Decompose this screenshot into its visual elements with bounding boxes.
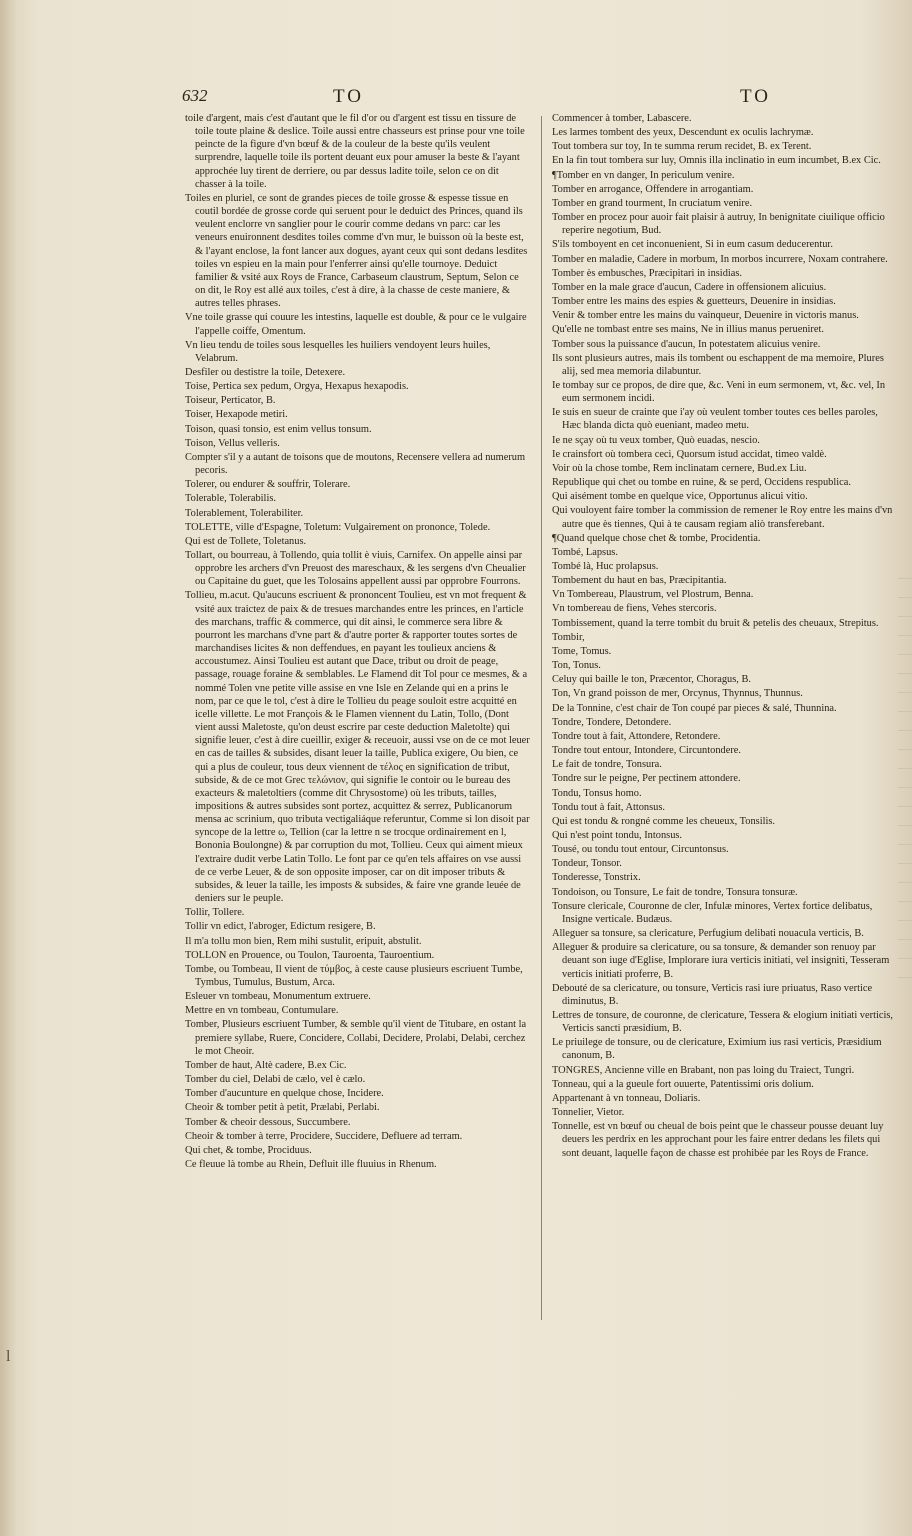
dictionary-entry: Tomber & cheoir dessous, Succumbere. — [185, 1116, 351, 1128]
dictionary-entry: Ie ne sçay où tu veux tomber, Quò euadas, nescio. — [552, 434, 760, 446]
dictionary-entry: Tondu tout à fait, Attonsus. — [552, 801, 665, 813]
dictionary-entry: Compter s'il y a autant de toisons que de moutons, Recensere vellera ad numerum pecoris. — [185, 451, 526, 477]
edge-tab — [898, 636, 912, 655]
dictionary-entry: Vn tombereau de fiens, Vehes stercoris. — [552, 603, 717, 615]
dictionary-entry: Tout tombera sur toy, In te summa rerum recidet, B. ex Terent. — [552, 141, 812, 153]
dictionary-entry: Cheoir & tomber petit à petit, Prælabi, Perlabi. — [185, 1102, 380, 1114]
dictionary-entry: Appartenant à vn tonneau, Doliaris. — [552, 1092, 701, 1104]
dictionary-entry: Tondu, Tonsus homo. — [552, 787, 642, 799]
dictionary-entry: Ton, Vn grand poisson de mer, Orcynus, Thynnus, Thunnus. — [552, 688, 803, 700]
dictionary-entry: Tonsure clericale, Couronne de cler, Infulæ minores, Vertex fortice delibatus, Insigne verticale. Budæus. — [552, 900, 873, 925]
dictionary-entry: Toiseur, Perticator, B. — [185, 395, 276, 407]
dictionary-entry: Tollir, Tollere. — [185, 907, 245, 919]
dictionary-entry: Tondre sur le peigne, Per pectinem attondere. — [552, 773, 741, 785]
dictionary-entry: Tondre, Tondere, Detondere. — [552, 716, 672, 728]
dictionary-entry: TONGRES, Ancienne ville en Brabant, non pas loing du Traiect, Tungri. — [552, 1064, 855, 1076]
edge-tab — [898, 674, 912, 693]
edge-tab — [898, 921, 912, 940]
dictionary-entry: Tomber en arrogance, Offendere in arrogantiam. — [552, 183, 754, 195]
column-divider — [541, 116, 542, 1320]
dictionary-entry: Alleguer & produire sa clericature, ou sa tonsure, & demander son renuoy par deuant son iuge d'Eglise, Implorare iura verticis initiati, vel insigniti, Tesseram verticis initiati proferre, B. — [552, 942, 890, 980]
page-edge-tabs — [898, 560, 912, 980]
dictionary-entry: Tonderesse, Tonstrix. — [552, 872, 641, 884]
dictionary-entry: Tombissement, quand la terre tombit du bruit & petelis des cheuaux, Strepitus. — [552, 617, 879, 629]
dictionary-entry: Venir & tomber entre les mains du vainqueur, Deuenire in victoris manus. — [552, 310, 859, 322]
dictionary-entry: Vne toile grasse qui couure les intestins, laquelle est double, & pour ce le vulgaire l'appelle coiffe, Omentum. — [185, 312, 527, 337]
dictionary-entry: Republique qui chet ou tombe en ruine, & se perd, Occidens respublica. — [552, 477, 851, 489]
dictionary-entry: Tombé là, Huc prolapsus. — [552, 561, 659, 572]
dictionary-entry: Qui aisément tombe en quelque vice, Opportunus alicui vitio. — [552, 491, 808, 503]
dictionary-entry: Alleguer sa tonsure, sa clericature, Perfugium delibati nouacula verticis, B. — [552, 928, 864, 940]
margin-mark: l — [6, 1348, 11, 1365]
edge-tab — [898, 712, 912, 731]
dictionary-entry: Celuy qui baille le ton, Præcentor, Choragus, B. — [552, 674, 751, 686]
dictionary-entry: Lettres de tonsure, de couronne, de clericature, Tessera & elogium initiati verticis, Verticis sancti præsidium, B. — [552, 1010, 893, 1035]
dictionary-entry: Mettre en vn tombeau, Contumulare. — [185, 1005, 339, 1017]
dictionary-entry: ¶Tomber en vn danger, In periculum venire. — [552, 169, 735, 181]
dictionary-entry: Tondre tout entour, Intondere, Circuntondere. — [552, 745, 742, 757]
edge-tab — [898, 617, 912, 636]
dictionary-entry: toile d'argent, mais c'est d'autant que le fil d'or ou d'argent est tissu en tissure de toile toute plaine & deslice. Toile aussi entre chasseurs est prinse pour vne toile peincte de la figure d'vn bœuf & de la couleur de la beste qu'ils veulent surprendre, laquelle toile ils portent deuant eux pour amuser la beste & l'ayant approchée luy tirent de derriere, ou par dessus ladite toile, selon ce on dit chasser à la toile. — [185, 113, 525, 190]
dictionary-entry: Voir où la chose tombe, Rem inclinatam cernere, Bud.ex Liu. — [552, 462, 807, 474]
dictionary-entry: Toiles en pluriel, ce sont de grandes pieces de toile grosse & espesse tissue en coutil bordée de grosse corde qui seruent pour le deduict des Princes, quand ils veulent enclorre vn sanglier pour le courir comme dedans vn parc: car les veneurs enuironnent desdites toiles comme d'vn mur, le buisson où la beste est, & l'ayant enclose, la font lancer aux dogues, ayant ceux qui sont dedans lesdites toiles vn espieu en la main pour l'enferrer ainsi qu'elle tournoye. Deduict familier & vsité aux Roys de France, Carbaseum claustrum, Septum, Selon ce on dit, le Roy est allé aux toiles, c'est à dire, à la chasse de ceste maniere, & autres telles phrases. — [185, 192, 528, 310]
edge-tab — [898, 731, 912, 750]
edge-tab — [898, 788, 912, 807]
left-running-head: TO — [333, 86, 364, 107]
dictionary-entry: Tomber d'aucunture en quelque chose, Incidere. — [185, 1088, 384, 1100]
dictionary-entry: Tolerer, ou endurer & souffrir, Tolerare. — [185, 479, 351, 491]
edge-tab — [898, 940, 912, 959]
dictionary-entry: Tonnelier, Vietor. — [552, 1107, 625, 1119]
dictionary-entry: Toison, quasi tonsio, est enim vellus tonsum. — [185, 423, 372, 435]
dictionary-entry: Tombe, ou Tombeau, Il vient de τύμβος, à ceste cause plusieurs escriuent Tumbe, Tymbus, Tumulus, Bustum, Arca. — [185, 963, 523, 988]
dictionary-entry: Ils sont plusieurs autres, mais ils tombent ou eschappent de ma memoire, Plures alij, sed mea memoria dilabuntur. — [552, 352, 884, 377]
edge-tab — [898, 655, 912, 674]
dictionary-entry: Tomber en maladie, Cadere in morbum, In morbos incurrere, Noxam contrahere. — [552, 253, 888, 265]
dictionary-entry: Cheoir & tomber à terre, Procidere, Succidere, Defluere ad terram. — [185, 1130, 463, 1142]
dictionary-entry: Tollart, ou bourreau, à Tollendo, quia tollit è viuis, Carnifex. On appelle ainsi par opprobre les archers d'vn Preuost des mareschaux, & les sergens d'vn Cheualier ou Capitaine du guet, que les Tolosains appellent aussi par opprobre Fourrons. — [185, 550, 526, 588]
dictionary-entry: Tombir, — [552, 631, 585, 643]
dictionary-entry: Tousé, ou tondu tout entour, Circuntonsus. — [552, 844, 729, 856]
dictionary-entry: Esleuer vn tombeau, Monumentum extruere. — [185, 991, 371, 1003]
dictionary-entry: De la Tonnine, c'est chair de Ton coupé par pieces & salé, Thunnina. — [552, 702, 837, 714]
edge-tab — [898, 959, 912, 978]
edge-tab — [898, 750, 912, 769]
dictionary-entry: Qui est de Tollete, Toletanus. — [185, 535, 307, 547]
dictionary-entry: Toise, Pertica sex pedum, Orgya, Hexapus hexapodis. — [185, 381, 409, 393]
dictionary-entry: Ce fleuue là tombe au Rhein, Defluit ille fluuius in Rhenum. — [185, 1159, 437, 1171]
running-header — [0, 86, 912, 110]
right-column — [552, 111, 898, 1160]
dictionary-entry: TOLETTE, ville d'Espagne, Toletum: Vulgairement on prononce, Tolede. — [185, 521, 491, 533]
dictionary-entry: Tondre tout à fait, Attondere, Retondere. — [552, 730, 721, 742]
edge-tab — [898, 693, 912, 712]
dictionary-entry: Vn lieu tendu de toiles sous lesquelles les huiliers vendoyent leurs huiles, Velabrum. — [185, 339, 491, 364]
dictionary-entry: Tomber en la male grace d'aucun, Cadere in offensionem alicuius. — [552, 281, 827, 293]
dictionary-entry: Qu'elle ne tombast entre ses mains, Ne in illius manus perueniret. — [552, 324, 824, 336]
dictionary-entry: Tomber sous la puissance d'aucun, In potestatem alicuius venire. — [552, 338, 821, 350]
dictionary-entry: Tonneau, qui a la gueule fort ouuerte, Patentissimi oris dolium. — [552, 1078, 814, 1090]
dictionary-entry: Il m'a tollu mon bien, Rem mihi sustulit, eripuit, abstulit. — [185, 935, 422, 947]
dictionary-entry: Toison, Vellus velleris. — [185, 437, 280, 449]
dictionary-entry: Desfiler ou destistre la toile, Detexere. — [185, 366, 346, 378]
dictionary-entry: Tomber, Plusieurs escriuent Tumber, & semble qu'il vient de Titubare, en ostant la premiere syllabe, Ruere, Concidere, Collabi, Decidere, Prolabi, Delabi, cerchez le mot Cheoir. — [185, 1019, 527, 1057]
dictionary-entry: Tomber en procez pour auoir fait plaisir à autruy, In benignitate ciuilique officio reperire negotium, Bud. — [552, 212, 885, 237]
edge-tab — [898, 579, 912, 598]
dictionary-entry: S'ils tomboyent en cet inconuenient, Si in eum casum deducerentur. — [552, 239, 833, 251]
dictionary-entry: Le fait de tondre, Tonsura. — [552, 759, 662, 771]
dictionary-entry: Tomber ès embusches, Præcipitari in insidias. — [552, 267, 743, 279]
dictionary-entry: TOLLON en Prouence, ou Toulon, Tauroenta, Tauroentium. — [185, 949, 435, 961]
dictionary-entry: Debouté de sa clericature, ou tonsure, Verticis rasi iure priuatus, Raso vertice diminutus, B. — [552, 982, 873, 1007]
dictionary-entry: Ie suis en sueur de crainte que i'ay où veulent tomber toutes ces belles paroles, Hæc blanda dicta quò eueniant, madeo metu. — [552, 407, 878, 432]
edge-tab — [898, 845, 912, 864]
binding-shadow — [0, 0, 18, 1536]
dictionary-entry: Tonnelle, est vn bœuf ou cheual de bois peint que le chasseur pousse deuant luy deuers les perdrix en les approchant pour les faire entrer dedans les filets qui sont deuant, laquelle façon de chasse est prohibée par les Roys de France. — [552, 1121, 884, 1159]
dictionary-entry: Ie tombay sur ce propos, de dire que, &c. Veni in eum sermonem, vt, &c. vel, In eum sermonem incidi. — [552, 379, 886, 405]
dictionary-entry: Tolerablement, Tolerabiliter. — [185, 507, 304, 519]
dictionary-entry: Ie crainsfort où tombera ceci, Quorsum istud accidat, timeo valdè. — [552, 448, 827, 460]
edge-tab — [898, 560, 912, 579]
dictionary-entry: Tomber entre les mains des espies & guetteurs, Deuenire in insidias. — [552, 296, 836, 308]
dictionary-entry: Commencer à tomber, Labascere. — [552, 113, 692, 124]
dictionary-entry: Tome, Tomus. — [552, 645, 612, 657]
dictionary-entry: Tomber du ciel, Delabi de cælo, vel è cælo. — [185, 1074, 366, 1086]
dictionary-entry: Les larmes tombent des yeux, Descendunt ex oculis lachrymæ. — [552, 127, 814, 139]
dictionary-entry: Qui est tondu & rongné comme les cheueux, Tonsilis. — [552, 815, 776, 827]
dictionary-entry: Toiser, Hexapode metiri. — [185, 409, 288, 421]
edge-tab — [898, 769, 912, 788]
dictionary-entry: En la fin tout tombera sur luy, Omnis illa inclinatio in eum incumbet, B.ex Cic. — [552, 155, 881, 167]
dictionary-entry: Tondeur, Tonsor. — [552, 858, 622, 870]
edge-tab — [898, 883, 912, 902]
dictionary-entry: Tombement du haut en bas, Præcipitantia. — [552, 575, 727, 587]
edge-tab — [898, 598, 912, 617]
dictionary-entry: Tondoison, ou Tonsure, Le fait de tondre, Tonsura tonsuræ. — [552, 886, 798, 898]
dictionary-entry: Tomber en grand tourment, In cruciatum venire. — [552, 197, 753, 209]
edge-tab — [898, 807, 912, 826]
page-number: 632 — [182, 86, 208, 105]
dictionary-entry: ¶Quand quelque chose chet & tombe, Procidentia. — [552, 532, 761, 544]
dictionary-entry: Tollir vn edict, l'abroger, Edictum resigere, B. — [185, 921, 376, 933]
dictionary-entry: Tomber de haut, Altè cadere, B.ex Cic. — [185, 1059, 347, 1071]
dictionary-entry: Tollieu, m.acut. Qu'aucuns escriuent & prononcent Toulieu, est vn mot frequent & vsité aux traictez de paix & de tresues marchandes entre les princes, en l'article des marchans, traffic & commerce, qui dit ainsi, le commerce sera libre & pourront les marchans d'vne part & d'autre porter & rapporter toutes sortes de marchandises licites & non deffendues, en payant les toulieux anciens & accoustumez. Ainsi Toulieu est autant que Dace, tribut ou droit de peage, passage, rouage foraine & semblables. Le Flamend dit Tol pour ce mesmes, & a nommé Tolen vne petite ville assise en vne Isle en Zelande qui en a prins le nom, par ce que le tol, c'est à dire le Tollieu du peage souloit estre acquitté en icelle villette. Le mot François & le Flamen viennent du Latin, Tollo, (Dont vient aussi Maletoste, qu'on deust escrire par ceste deduction Maletolte) qui signifie leuer, c'est à dire cueillir, exiger & receuoir, aussi vse on de ce mot leuer en cas de tailles & subsides, disant leuer la taille, Publica exigere, Ou bien, ce qui a plus de couleur, tous deux viennent de τέλος en signification de tribut, subside, & de ce mot Grec τελώνιον, qui signifie le contoir ou le bureau des exacteurs & maletoltiers (comme dit Chrysostome) où les tributs, tailles, impositions & autres subsides sont portez, acquittez & serrez, Publicanorum mensa ac scrinium, quo tributa vectigaliáque referuntur, Comme si lon disoit par syncope de la lettre ω, Tellion (car la lettre n se trocque ordinairement en l, Bononia Boulongne) & par corruption du mot, Tollieu. Ceux qui aiment mieux l'extraire dudit verbe Latin Tollo. Le font par ce qu'en tels affaires on vse aussi de ce verbe Leuer, & de son opposite imposer, car on dit imposer tributs & subsides, & leuer la taille, les imposts & subsides, & faire vne grande leuée de deniers sur le peuple. — [185, 590, 530, 905]
dictionary-entry: Qui vouloyent faire tomber la commission de remener le Roy entre les mains d'vn autre que ès tiennes, Qui à te causam regiam aliò transferebant. — [552, 505, 893, 530]
dictionary-entry: Le priuilege de tonsure, ou de clericature, Eximium ius rasi verticis, Præsidium canonum, B. — [552, 1037, 882, 1062]
dictionary-entry: Vn Tombereau, Plaustrum, vel Plostrum, Benna. — [552, 589, 754, 601]
left-column — [185, 111, 530, 1171]
dictionary-entry: Tolerable, Tolerabilis. — [185, 493, 276, 505]
dictionary-entry: Ton, Tonus. — [552, 660, 601, 672]
edge-tab — [898, 902, 912, 921]
edge-tab — [898, 826, 912, 845]
edge-tab — [898, 864, 912, 883]
dictionary-entry: Qui n'est point tondu, Intonsus. — [552, 829, 683, 841]
right-running-head: TO — [740, 86, 771, 107]
dictionary-entry: Qui chet, & tombe, Prociduus. — [185, 1144, 312, 1156]
dictionary-entry: Tombé, Lapsus. — [552, 546, 618, 558]
